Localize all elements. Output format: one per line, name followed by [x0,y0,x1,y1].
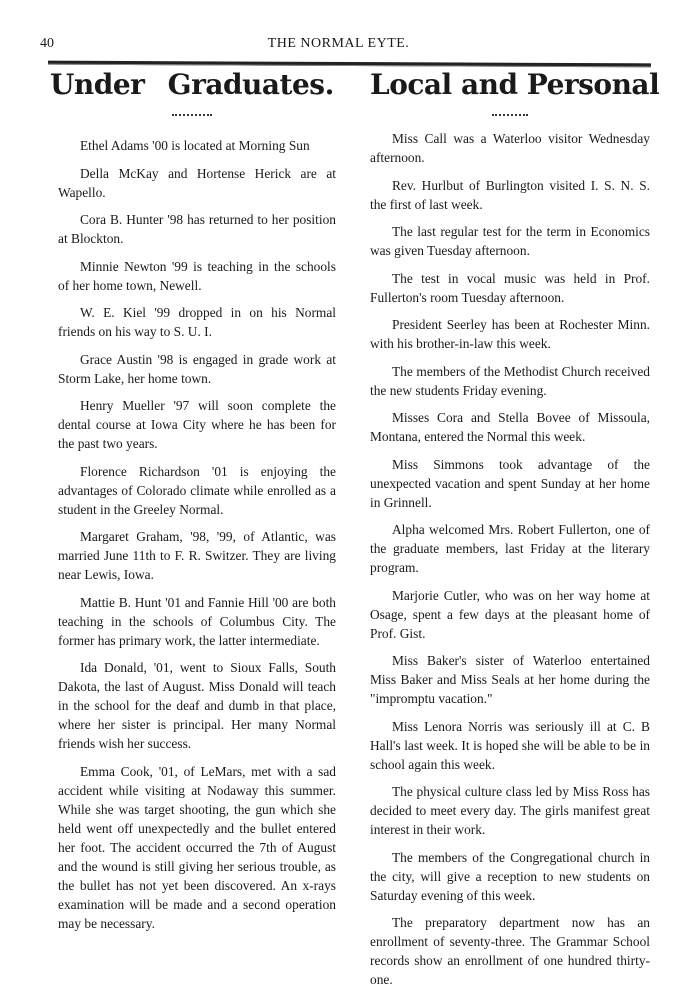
news-item: Della McKay and Hortense Herick are at Wapello. [58,165,336,200]
news-item: Minnie Newton '99 is teaching in the schools of her home town, Newell. [58,258,336,293]
news-item: Ethel Adams '00 is located at Morning Sun [80,138,310,153]
news-item: The members of the Congregational church in the city, will give a reception to new students on Saturday evening of this week. [370,849,650,903]
ornament-divider [492,114,528,119]
news-item: Cora B. Hunter '98 has returned to her position at Blockton. [58,212,336,246]
news-item: Ida Donald, '01, went to Sioux Falls, South Dakota, the last of August. Miss Donald will teach in the school for the deaf and dumb in that place, where her sister is principal. Her many Normal friends wish her success. [58,660,336,751]
news-item: Emma Cook, '01, of LeMars, met with a sad accident while visiting at Nodaway this summer. While she was target shooting, the gun which she held went off unexpectedly and the bullet entered her foot. The accident occurred the 7th of August and the wound is still giving her serious trouble, as the bullet has not yet been discovered. An x-rays examination will be made and a second operation may be necessary. [58,763,336,931]
news-item: Miss Call was a Waterloo visitor Wednesday afternoon. [370,131,650,165]
news-item: Miss Simmons took advantage of the unexpected vacation and spent Sunday at her home in Grinnell. [370,456,650,510]
news-item: Florence Richardson '01 is enjoying the advantages of Colorado climate while enrolled as a student in the Greeley Normal. [58,463,336,517]
news-item: President Seerley has been at Rochester Minn. with his brother-in-law this week. [370,317,650,351]
news-item: W. E. Kiel '99 dropped in on his Normal friends on his way to S. U. I. [58,305,336,339]
news-item: Misses Cora and Stella Bovee of Missoula, Montana, entered the Normal this week. [370,410,650,444]
news-item: Mattie B. Hunt '01 and Fannie Hill '00 are both teaching in the schools of Columbus City. The former has primary work, the latter intermediate. [58,594,336,648]
running-title: THE NORMAL EYTE. [267,36,410,51]
local-and-personal-column [370,129,650,998]
section-title-under-graduates: Under Graduates. [50,68,334,101]
news-item: Henry Mueller '97 will soon complete the dental course at Iowa City where he has been for the past two years. [58,398,336,451]
header-rule [48,61,651,68]
news-item: Miss Lenora Norris was seriously ill at C. B Hall's last week. It is hoped she will be able to be in school again this week. [370,718,650,772]
news-item: Rev. Hurlbut of Burlington visited I. S. N. S. the first of last week. [370,177,650,212]
news-item: The test in vocal music was held in Prof. Fullerton's room Tuesday afternoon. [370,270,650,305]
news-item: Miss Baker's sister of Waterloo entertained Miss Baker and Miss Seals at her home during the "impromptu vacation." [370,653,650,706]
news-item: The last regular test for the term in Economics was given Tuesday afternoon. [370,224,650,258]
news-item: The members of the Methodist Church received the new students Friday evening. [370,363,650,398]
news-item: The physical culture class led by Miss Ross has decided to meet every day. The girls manifest great interest in their work. [370,784,650,837]
page-number: 40 [40,36,54,51]
news-item: Alpha welcomed Mrs. Robert Fullerton, one of the graduate members, last Friday at the literary program. [370,522,650,575]
news-item: Marjorie Cutler, who was on her way home at Osage, spent a few days at the pleasant home of Prof. Gist. [370,587,650,641]
ornament-divider [172,114,212,119]
section-title-local-and-personal: Local and Personal [370,68,660,101]
news-item: Grace Austin '98 is engaged in grade work at Storm Lake, her home town. [58,351,336,386]
under-graduates-column [58,136,336,941]
news-item: Margaret Graham, '98, '99, of Atlantic, was married June 11th to F. R. Switzer. They are living near Lewis, Iowa. [58,529,336,582]
news-item: The preparatory department now has an enrollment of seventy-three. The Grammar School records show an enrollment of one hundred thirty-one. [370,915,650,987]
